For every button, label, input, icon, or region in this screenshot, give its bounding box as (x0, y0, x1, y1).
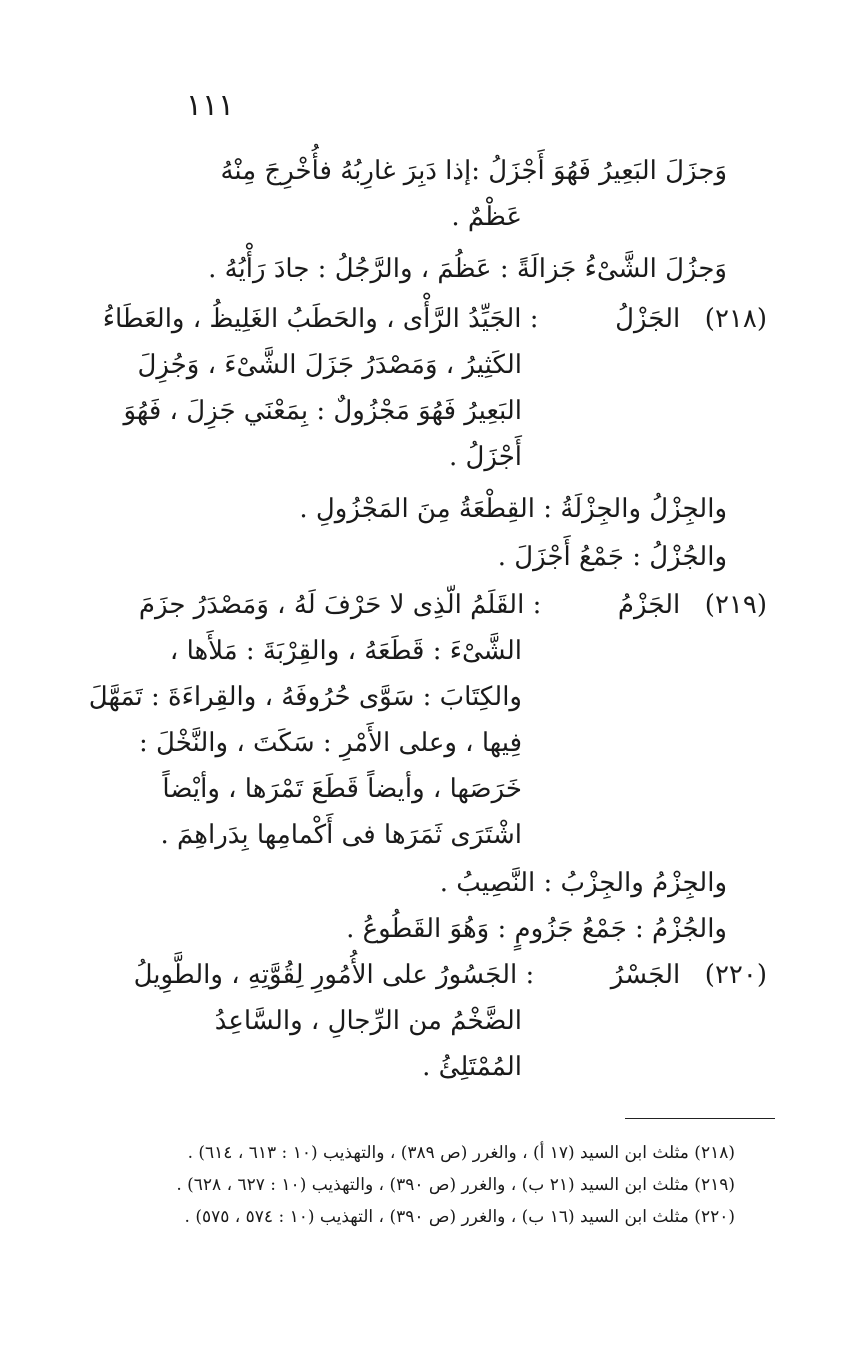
text-line (160, 814, 522, 856)
line-text: وَجزُلَ الشَّىْءُ جَزالَةً : عَظُمَ ، والرَّجُلُ : جادَ رَأْيُهُ . (208, 254, 727, 284)
footnote: (٢١٨) مثلث ابن السيد (١٧ أ) ، والغرر (ص ٣٨٩) ، والتهذيب (١٠ : ٦١٣ ، ٦١٤) . (187, 1143, 735, 1163)
text-line (139, 722, 522, 764)
entry-head: الجَسْرُ (610, 960, 681, 990)
line-text: والكِتَابَ : سَوَّى حُرُوفَهُ ، والقِراءَةَ : تَمَهَّلَ (88, 682, 522, 712)
line-text: والجُزْمُ : جَمْعُ جَزُومٍ : وَهُوَ القَطُوعُ . (346, 914, 727, 944)
entry-head: الجَزْمُ (617, 590, 681, 620)
text-line (498, 536, 727, 578)
line-text: فِيها ، وعلى الأَمْرِ : سَكَتَ ، والنَّخْلَ : (139, 728, 522, 758)
text-line (137, 344, 522, 386)
line-text: أَجْزَلُ . (448, 442, 522, 472)
text-line (170, 630, 522, 672)
page-number: ١١١ (185, 88, 235, 123)
entry-definition: : الجَسُورُ على الأُمُورِ لِقُوَّتِهِ ، والطَّوِيلُ (133, 960, 535, 990)
line-text: خَرَصَها ، وأيضاً قَطَعَ تَمْرَها ، وأيْضاً (162, 774, 522, 804)
line-text: والجُزْلُ : جَمْعُ أَجْزَلَ . (497, 542, 727, 572)
line-text: المُمْتَلِئُ . (422, 1052, 522, 1082)
text-line (299, 488, 727, 530)
line-text: الشَّىْءَ : قَطَعَهُ ، والقِرْبَةَ : مَلأَها ، (169, 636, 522, 666)
text-line (162, 768, 522, 810)
line-text: والجِزْمُ والجِزْبُ : النَّصِيبُ . (439, 868, 727, 898)
text-line (215, 1000, 522, 1042)
line-text: والجِزْلُ والجِزْلَةُ : القِطْعَةُ مِنَ المَجْزُولِ . (299, 494, 727, 524)
line-text: اشْتَرَى ثَمَرَها فى أَكْمامِها بِدَراهِمَ . (160, 820, 522, 850)
text-line (440, 862, 727, 904)
line-text: الضَّخْمُ من الرِّجالِ ، والسَّاعِدُ (214, 1006, 522, 1036)
entry-definition: : الجَيِّدُ الرَّأْى ، والحَطَبُ الغَلِيظُ ، والعَطَاءُ (102, 304, 539, 334)
entry-line-219 (139, 584, 767, 626)
line-text: عَظْمٌ . (451, 202, 522, 232)
text-line (89, 676, 522, 718)
entry-number: (٢١٩) (704, 590, 767, 620)
entry-line-220 (134, 954, 767, 996)
entry-line-218 (103, 298, 767, 340)
text-line (346, 908, 727, 950)
footnote: (٢٢٠) مثلث ابن السيد (١٦ ب) ، والغرر (ص ٣٩٠) ، التهذيب (١٠ : ٥٧٤ ، ٥٧٥) . (184, 1207, 735, 1227)
line-text: البَعِيرُ فَهُوَ مَجْزُولٌ : بِمَعْنَي جَزِلَ ، فَهُوَ (123, 396, 522, 426)
line-text: وَجزَلَ البَعِيرُ فَهُوَ أَجْزَلُ :إذا دَبِرَ غارِبُهُ فأُخْرِجَ مِنْهُ (220, 156, 727, 186)
line-text: الكَثِيرُ ، وَمَصْدَرُ جَزَلَ الشَّىْءَ ، وَجُزِلَ (137, 350, 522, 380)
entry-number: (٢١٨) (704, 304, 767, 334)
text-line (220, 150, 727, 192)
entry-definition: : القَلَمُ الّذِى لا حَرْفَ لَهُ ، وَمَصْدَرُ جزَمَ (138, 590, 542, 620)
text-line (208, 248, 727, 290)
footnote-divider (625, 1118, 775, 1119)
text-line (451, 196, 522, 238)
footnote: (٢١٩) مثلث ابن السيد (٢١ ب) ، والغرر (ص ٣٩٠) ، والتهذيب (١٠ : ٦٢٧ ، ٦٢٨) . (176, 1175, 735, 1195)
entry-head: الجَزْلُ (615, 304, 681, 334)
text-line (422, 1046, 522, 1088)
entry-number: (٢٢٠) (704, 960, 767, 990)
text-line (123, 390, 522, 432)
text-line (449, 436, 522, 478)
